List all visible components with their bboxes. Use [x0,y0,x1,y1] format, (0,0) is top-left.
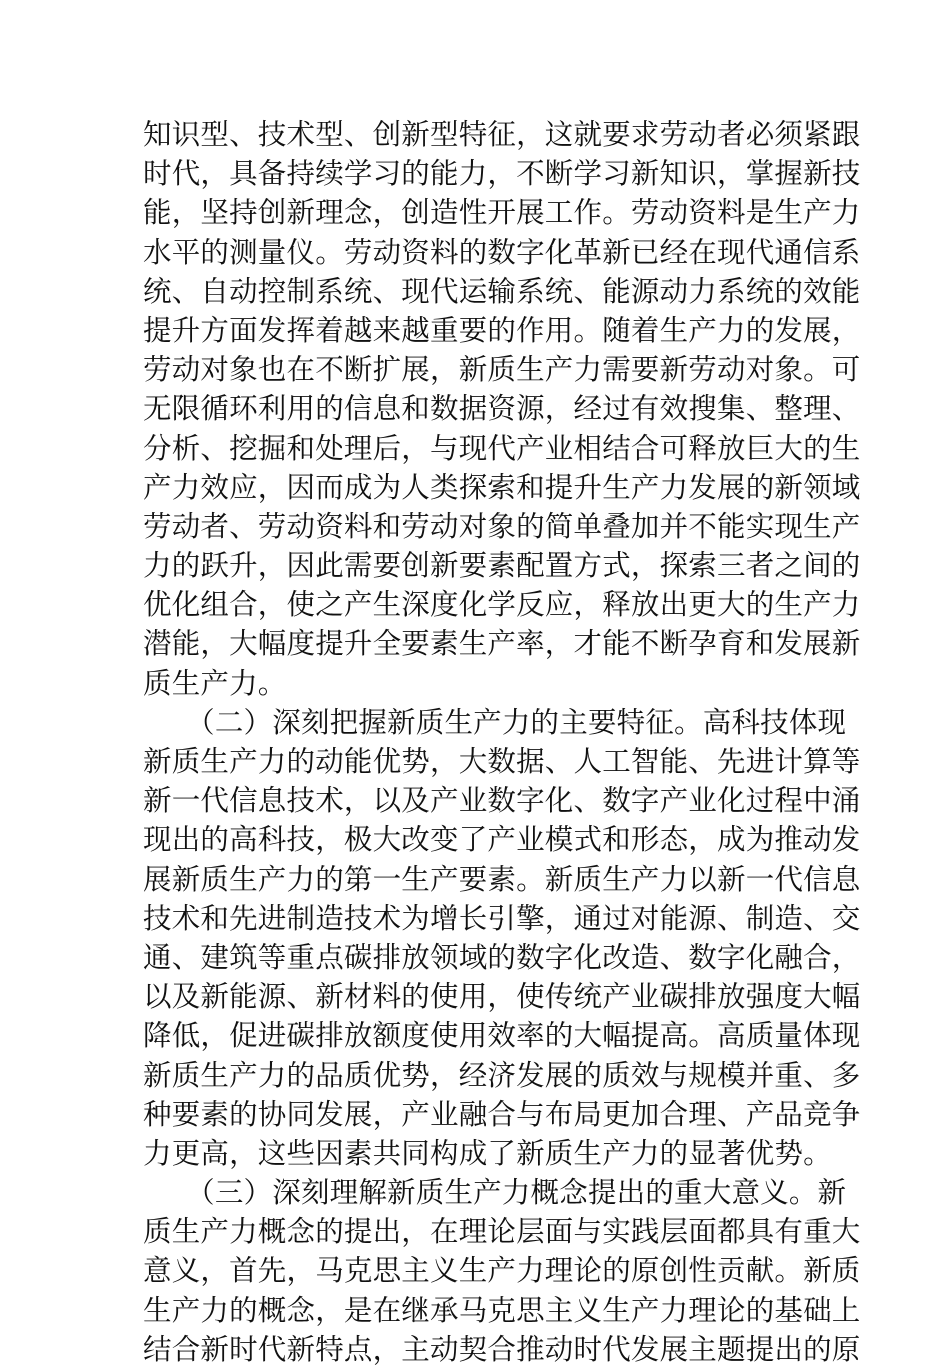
text-line: 结合新时代新特点，主动契合推动时代发展主题提出的原 [143,1332,861,1366]
text-line: 新一代信息技术，以及产业数字化、数字产业化过程中涌 [143,784,861,818]
text-line: 知识型、技术型、创新型特征，这就要求劳动者必须紧跟 [143,118,861,151]
text-line: 力的跃升，因此需要创新要素配置方式，探索三者之间的 [143,549,861,583]
text-line: 优化组合，使之产生深度化学反应，释放出更大的生产力 [143,588,861,622]
text-line: 提升方面发挥着越来越重要的作用。随着生产力的发展， [143,313,861,347]
text-line: 通、建筑等重点碳排放领域的数字化改造、数字化融合， [143,940,861,974]
text-line: 新质生产力的品质优势，经济发展的质效与规模并重、多 [143,1058,861,1092]
text-line: 以及新能源、新材料的使用，使传统产业碳排放强度大幅 [143,980,861,1014]
text-line: 种要素的协同发展，产业融合与布局更加合理、产品竞争 [143,1097,861,1131]
text-line: 分析、挖掘和处理后，与现代产业相结合可释放巨大的生 [143,431,861,465]
text-line: 展新质生产力的第一生产要素。新质生产力以新一代信息 [143,862,861,896]
text-line: 无限循环利用的信息和数据资源，经过有效搜集、整理、 [143,392,861,426]
text-line: 质生产力。 [143,666,287,700]
text-line: 劳动者、劳动资料和劳动对象的简单叠加并不能实现生产 [143,509,861,543]
text-line: 技术和先进制造技术为增长引擎，通过对能源、制造、交 [143,901,861,935]
text-line: 产力效应，因而成为人类探索和提升生产力发展的新领域 [143,470,861,504]
section-heading-line: （二）深刻把握新质生产力的主要特征。高科技体现 [143,705,847,739]
text-line: 现出的高科技，极大改变了产业模式和形态，成为推动发 [143,823,861,857]
text-line: 生产力的概念，是在继承马克思主义生产力理论的基础上 [143,1293,861,1327]
text-line: 时代，具备持续学习的能力，不断学习新知识，掌握新技 [143,157,861,191]
text-line: 能，坚持创新理念，创造性开展工作。劳动资料是生产力 [143,196,861,230]
section-heading-line: （三）深刻理解新质生产力概念提出的重大意义。新 [143,1176,847,1210]
text-line: 潜能，大幅度提升全要素生产率，才能不断孕育和发展新 [143,627,861,661]
text-line: 意义，首先，马克思主义生产力理论的原创性贡献。新质 [143,1254,861,1288]
text-line: 质生产力概念的提出，在理论层面与实践层面都具有重大 [143,1215,861,1249]
text-line: 水平的测量仪。劳动资料的数字化革新已经在现代通信系 [143,235,861,269]
text-line: 新质生产力的动能优势，大数据、人工智能、先进计算等 [143,745,861,778]
text-line: 劳动对象也在不断扩展，新质生产力需要新劳动对象。可 [143,353,861,387]
text-line: 统、自动控制系统、现代运输系统、能源动力系统的效能 [143,274,861,308]
body-text [143,115,861,1369]
text-line: 力更高，这些因素共同构成了新质生产力的显著优势。 [143,1136,832,1170]
text-line: 降低，促进碳排放额度使用效率的大幅提高。高质量体现 [143,1019,861,1053]
